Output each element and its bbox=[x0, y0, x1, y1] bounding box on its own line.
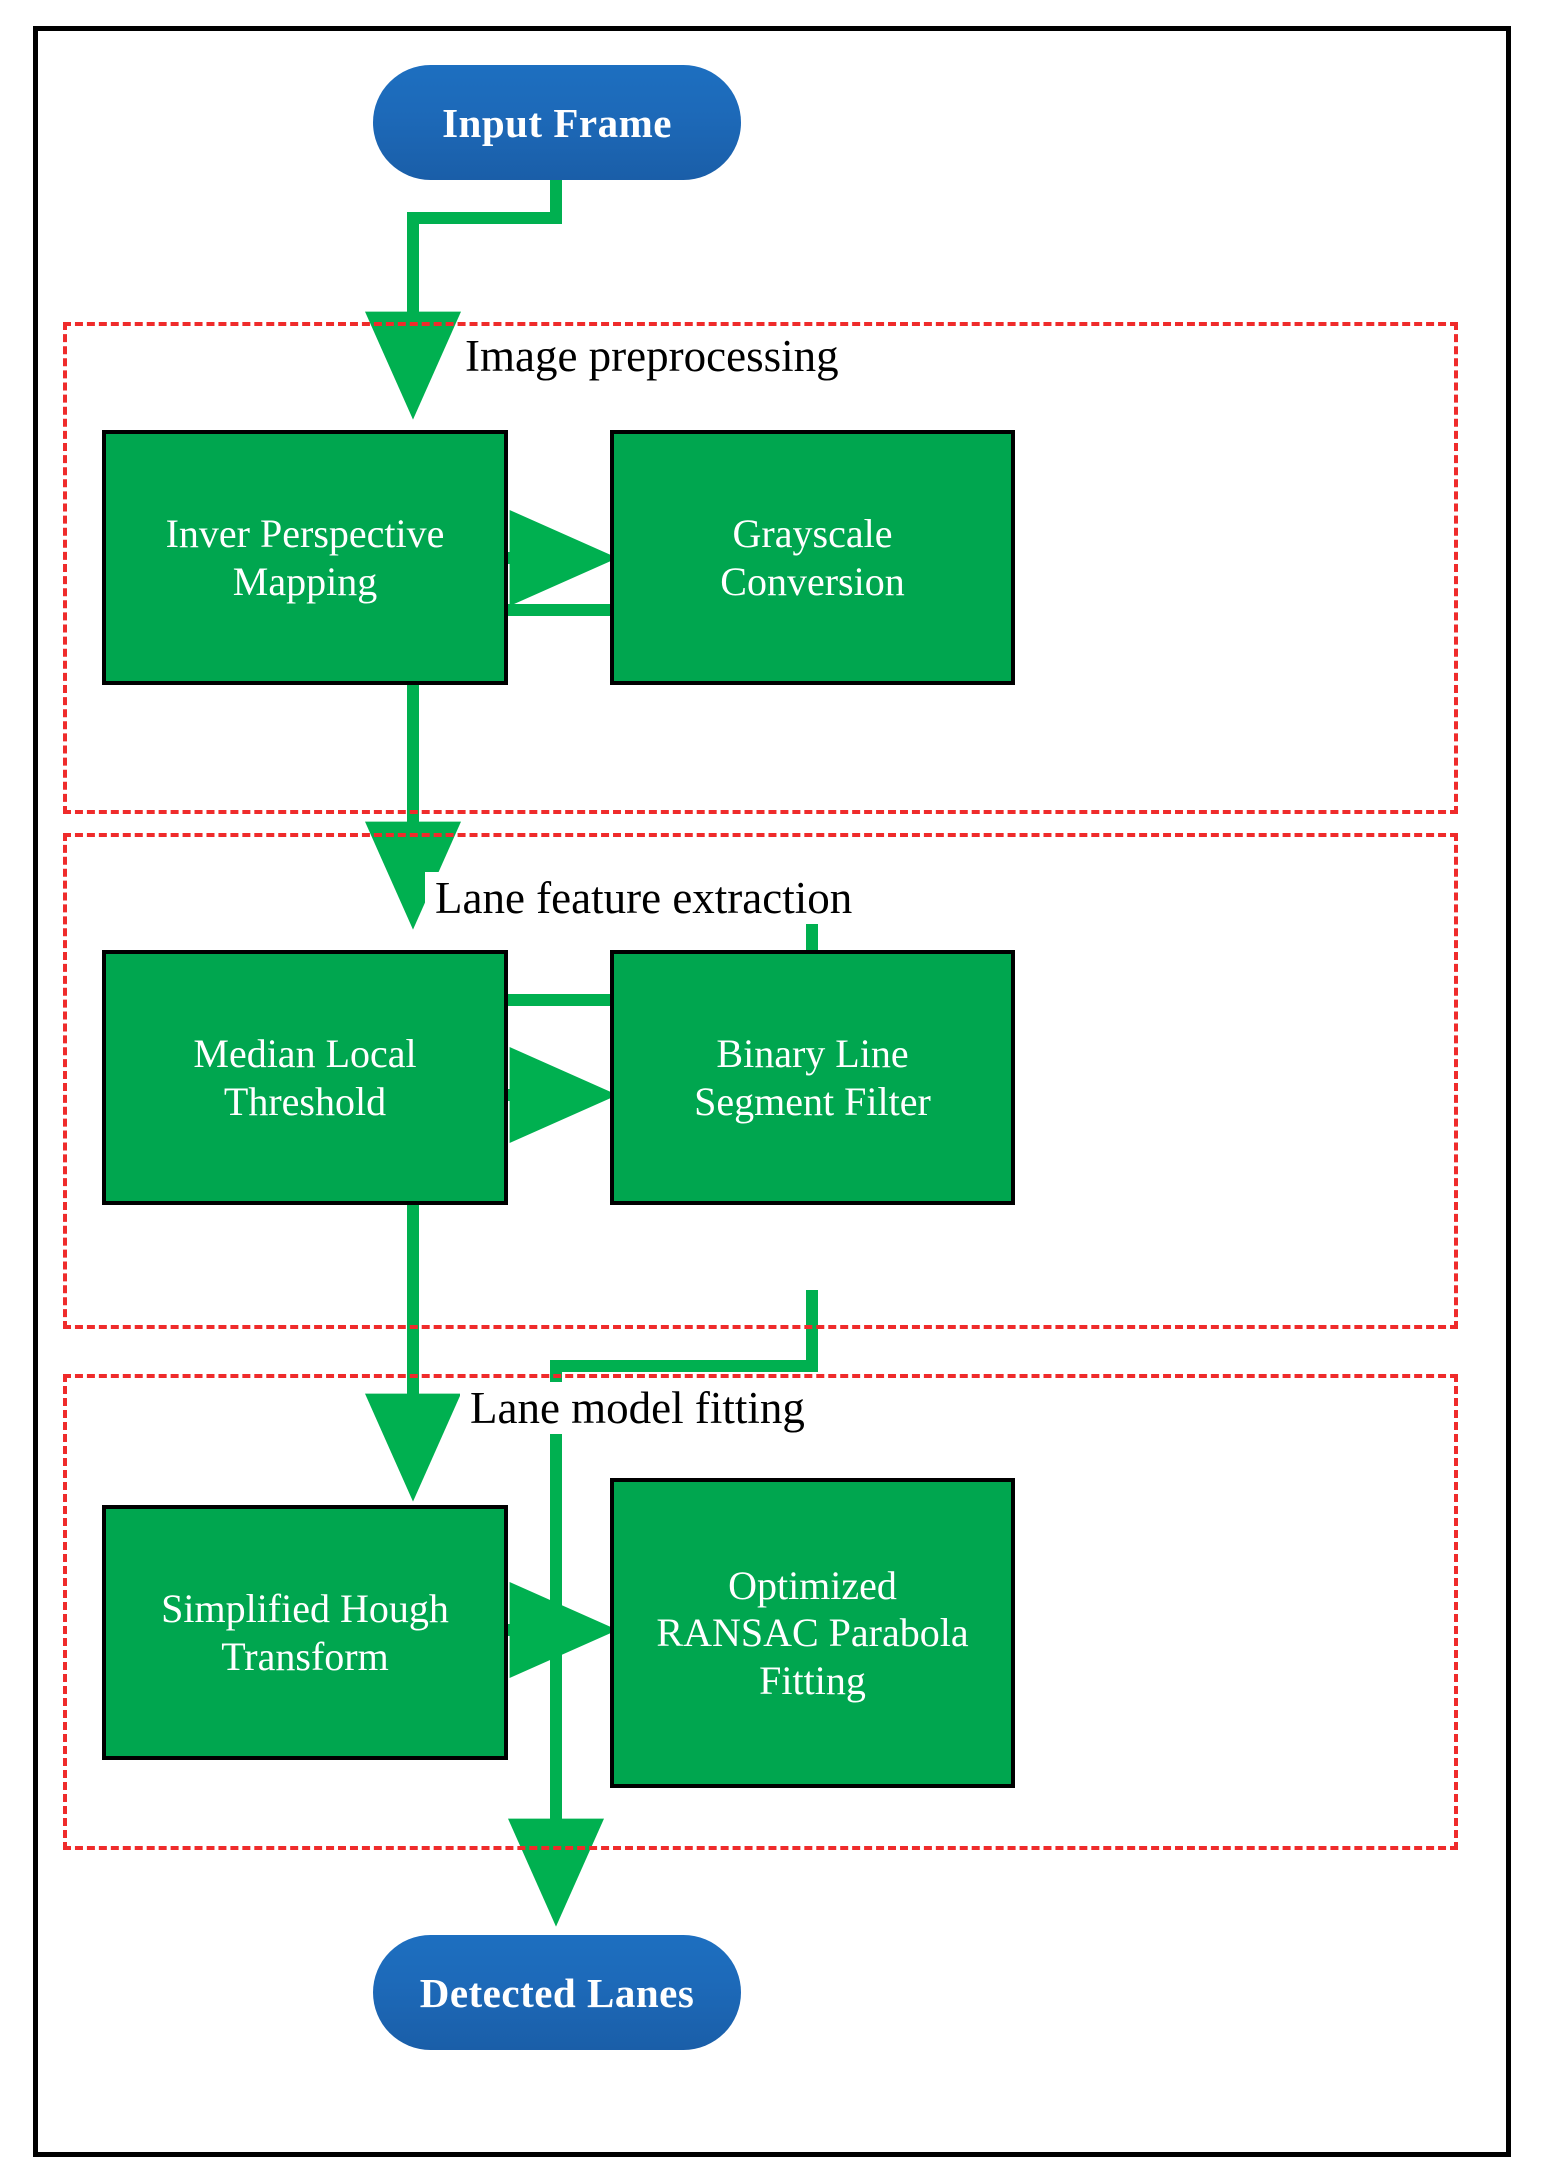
node-binary-label bbox=[694, 1030, 931, 1124]
node-grayscale-label bbox=[720, 510, 904, 604]
group-label-lane-feature-extraction: Lane feature extraction bbox=[425, 872, 862, 924]
node-ransac-label-line2: RANSAC Parabola bbox=[656, 1610, 969, 1656]
node-median-label-line2: Threshold bbox=[223, 1078, 387, 1124]
node-input-frame-label: Input Frame bbox=[442, 99, 672, 146]
group-label-lane-model-fitting: Lane model fitting bbox=[460, 1382, 815, 1434]
node-grayscale-label-line2: Conversion bbox=[720, 558, 905, 604]
group-label-image-preprocessing: Image preprocessing bbox=[455, 330, 849, 382]
node-median-local-threshold[interactable] bbox=[102, 950, 508, 1205]
node-binary-line-segment-filter[interactable] bbox=[610, 950, 1015, 1205]
node-binary-label-line1: Binary Line bbox=[716, 1031, 909, 1077]
node-detected-lanes-label: Detected Lanes bbox=[419, 1969, 695, 2016]
node-grayscale-conversion[interactable] bbox=[610, 430, 1015, 685]
node-ipm-label-line2: Mapping bbox=[232, 558, 378, 604]
node-ransac-label bbox=[656, 1562, 968, 1704]
node-hough-label-line2: Transform bbox=[221, 1633, 389, 1679]
node-ipm-label bbox=[166, 510, 445, 604]
node-simplified-hough-transform[interactable] bbox=[102, 1505, 508, 1760]
node-detected-lanes[interactable] bbox=[373, 1935, 741, 2050]
node-inverse-perspective-mapping[interactable] bbox=[102, 430, 508, 685]
node-ipm-label-line1: Inver Perspective bbox=[165, 511, 445, 557]
node-median-label bbox=[193, 1030, 416, 1124]
node-hough-label-line1: Simplified Hough bbox=[161, 1586, 449, 1632]
node-optimized-ransac-parabola-fitting[interactable] bbox=[610, 1478, 1015, 1788]
node-binary-label-line2: Segment Filter bbox=[694, 1078, 931, 1124]
node-input-frame[interactable] bbox=[373, 65, 741, 180]
node-ransac-label-line3: Fitting bbox=[759, 1657, 866, 1703]
node-grayscale-label-line1: Grayscale bbox=[732, 511, 893, 557]
node-ransac-label-line1: Optimized bbox=[728, 1563, 897, 1609]
node-hough-label bbox=[161, 1585, 449, 1679]
node-median-label-line1: Median Local bbox=[193, 1031, 417, 1077]
